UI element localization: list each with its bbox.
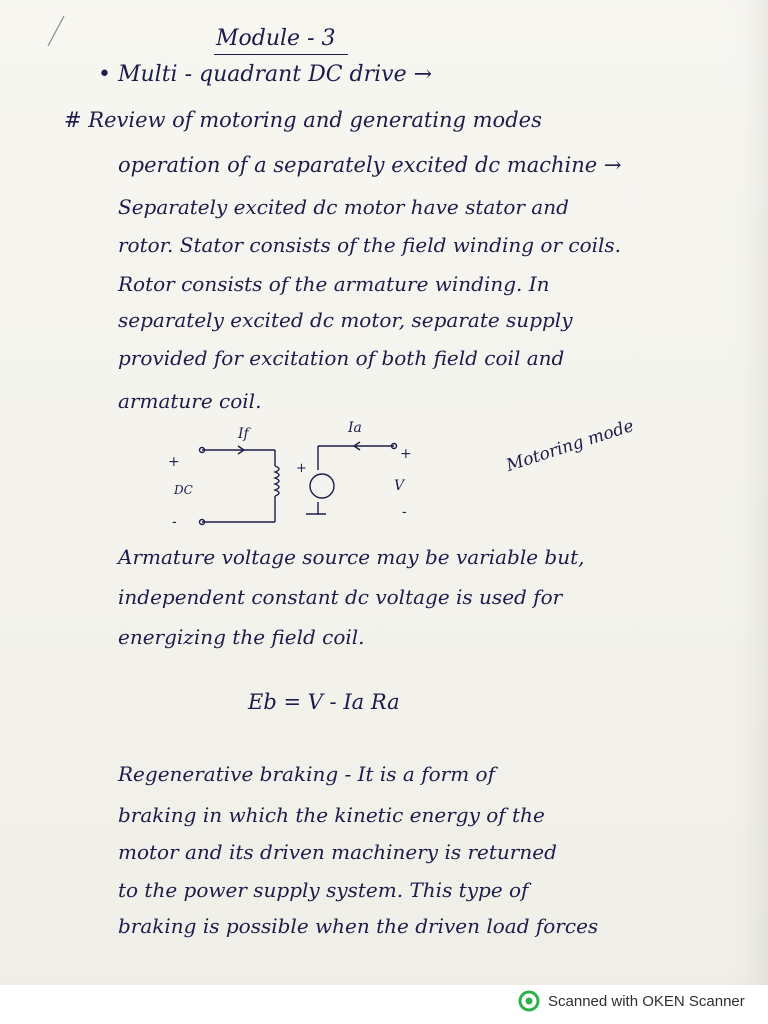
paragraph-3-line: braking is possible when the driven load forces [118, 914, 599, 938]
field-current-label: If [238, 426, 249, 442]
paragraph-2-line: energizing the field coil. [118, 625, 365, 649]
dc-source-label: DC [174, 483, 193, 497]
scanner-watermark-text: Scanned with OKEN Scanner [548, 992, 745, 1010]
paragraph-1-line: rotor. Stator consists of the field winding or coils. [118, 233, 622, 257]
title-underline [214, 54, 348, 55]
armature-plus-label: + [296, 461, 307, 476]
paragraph-3-line: to the power supply system. This type of [118, 878, 529, 902]
armature-current-label: Ia [348, 420, 362, 436]
paragraph-1-line: provided for excitation of both field coil and [118, 346, 565, 370]
paragraph-1-line: Separately excited dc motor have stator and [118, 195, 569, 219]
scanner-watermark [518, 989, 745, 1013]
oken-logo-icon [518, 990, 540, 1012]
paragraph-3-line: braking in which the kinetic energy of the [118, 803, 545, 827]
paragraph-2-line: Armature voltage source may be variable but, [118, 545, 585, 569]
back-emf-equation: Eb = V - Ia Ra [248, 690, 400, 714]
paragraph-3-line: Regenerative braking - It is a form of [118, 762, 495, 786]
paragraph-2-line: independent constant dc voltage is used for [118, 585, 563, 609]
paragraph-1-line: armature coil. [118, 389, 262, 413]
motoring-mode-label: Motoring mode [503, 415, 637, 476]
supply-minus-label: - [402, 504, 407, 520]
separately-excited-dc-motor-circuit [160, 418, 440, 538]
page-title: Module - 3 [216, 26, 336, 51]
paragraph-3-line: motor and its driven machinery is returned [118, 840, 557, 864]
paragraph-1-line: separately excited dc motor, separate supply [118, 308, 573, 332]
topic-heading: • Multi - quadrant DC drive → [98, 62, 433, 87]
paragraph-1-line: Rotor consists of the armature winding. In [118, 272, 550, 296]
field-plus-label: + [168, 454, 180, 470]
section-heading-line-1: # Review of motoring and generating modes [64, 108, 542, 132]
field-minus-label: - [172, 514, 177, 530]
supply-plus-label: + [400, 446, 412, 462]
pen-stroke-mark [30, 10, 70, 50]
section-heading-line-2: operation of a separately excited dc machine → [118, 153, 622, 177]
voltage-label: V [394, 478, 405, 494]
